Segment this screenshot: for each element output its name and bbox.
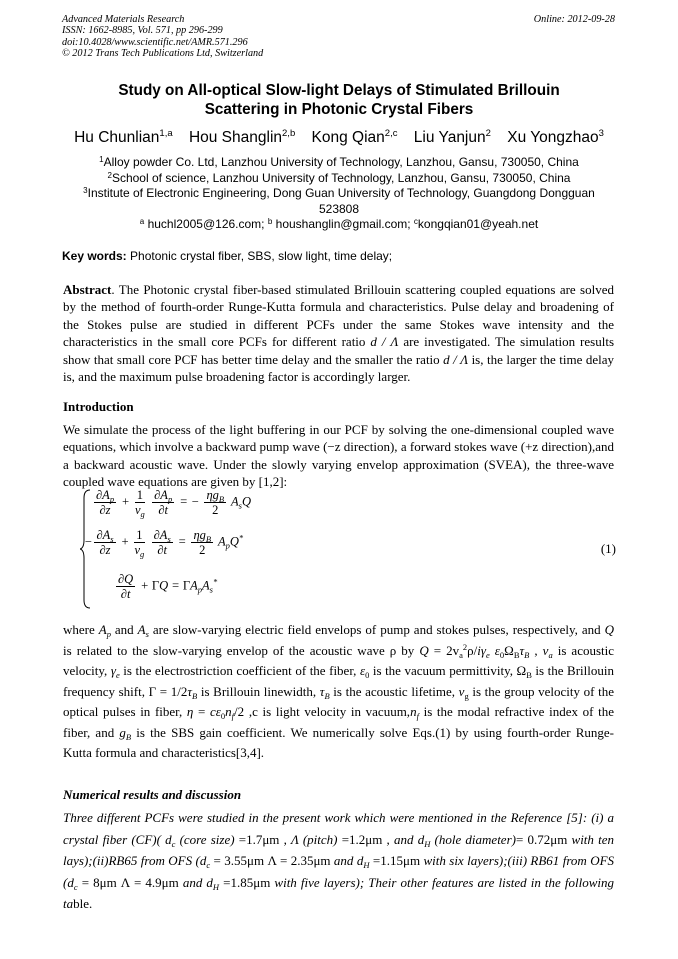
emails: $^a$ huchl2005@126.com; $^b$ houshanglin@gmail.com; $^c$kongqian01@yeah.net: [139, 217, 539, 231]
section-heading-numerical-results: Numerical results and discussion: [63, 787, 242, 802]
variable-definitions: where $A_p$ and $A_s$ are slow-varying electric field envelops of pump and stokes pulses, respectively, and Q is related to the slow-varying envelop of the acoustic wave ρ by $Q = 2v_a^2\rho/i\gamma_e$ $\varepsilon_0\Omega_B\tau_B$ , $v_a$ is acoustic velocity, $\gamma_e$ is the electrostriction coefficient of the fiber, $\varepsilon_0$ is the vacuum permittivity, $\Omega_B$ is the Brillouin frequency shift, $\Gamma = 1/2\tau_B$ is Brillouin linewidth, $\tau_B$ is the acoustic lifetime, $v_g$ is the group velocity of the optical pulses in fiber, $\eta = c\varepsilon_0n_f/2$ ,c is light velocity in $vacuum,n_f$ is the modal refractive index of the fiber, and $g_B$ is the SBS gain coefficient. We numerically solve Eqs.(1) by using fourth-order Runge-Kutta formula and characteristics[3,4].: [63, 622, 615, 760]
doi-line: doi:10.4028/www.scientific.net/AMR.571.296: [62, 36, 248, 48]
issn-line: ISSN: 1662-8985, Vol. 571, pp 296-299: [62, 25, 223, 37]
author: Hu Chunlian$^{1,a}$: [74, 128, 173, 146]
affiliation: $^3$Institute of Electronic Engineering, Dong Guan University of Technology, Guangdong Dongguan 523808: [83, 186, 595, 216]
keywords: [62, 249, 392, 263]
journal-name: Advanced Materials Research: [62, 14, 185, 25]
paper-title: [62, 81, 616, 119]
author: Hou Shanglin$^{2,b}$: [188, 128, 296, 146]
author: Kong Qian$^{2,c}$: [311, 128, 398, 146]
equation-line: − $\frac{\partial A_s}{\partial z}$ + $\frac{1}{v_g}$ $\frac{\partial A_s}{\partial t}$ = $\frac{\eta g_B}{2}$ $A_pQ^*$: [84, 528, 244, 559]
title-line-1: Study on All-optical Slow-light Delays of Stimulated Brillouin: [118, 82, 560, 99]
equation-number: (1): [600, 541, 616, 556]
email-link[interactable]: houshanglin@gmail.com;: [275, 217, 411, 231]
affiliation: $^1$Alloy powder Co. Ltd, Lanzhou University of Technology, Lanzhou, Gansu, 730050, China: [99, 155, 579, 169]
equation-1: [80, 488, 620, 610]
author: Xu Yongzhao$^3$: [507, 128, 604, 146]
equation-line: $\frac{\partial Q}{\partial t}$ + $\Gamma Q = \Gamma A_pA_s^*$: [118, 572, 218, 601]
author-list: [62, 127, 616, 149]
keywords-label: Key words:: [62, 249, 127, 263]
affiliation: $^2$School of science, Lanzhou University of Technology, Lanzhou, Gansu, 730050, China: [107, 170, 571, 185]
journal-header: [62, 14, 263, 59]
affiliations: [62, 155, 616, 233]
email-link[interactable]: huchl2005@126.com;: [147, 217, 265, 231]
introduction-text: We simulate the process of the light buffering in our PCF by solving the one-dimensional coupled wave equations, which involve a backward pump wave (−z direction), a forward stokes wave (+z direction),and a backward acoustic wave. Under the slowly varying envelop approximation (SVEA), the three-wave coupled wave equations are given by [1,2]:: [63, 422, 614, 490]
email-link[interactable]: kongqian01@yeah.net: [417, 217, 539, 231]
online-date: Online: 2012-09-28: [533, 14, 615, 25]
abstract: Abstract. The Photonic crystal fiber-based stimulated Brillouin scattering coupled equations are solved by the method of fourth-order Runge-Kutta formula and characteristics. Pulse delay and broadening of the Stokes pulse are studied in different PCFs under the same Stokes wave intensity and the characteristics in the small core PCFs for different ratio d / Λ are investigated. The simulation results show that small core PCF has better time delay and the smaller the ratio d / Λ is, the larger the time delay is, and the maximum pulse broadening factor is accordingly larger.: [63, 282, 615, 385]
numerical-results-text: Three different PCFs were studied in the present work which were mentioned in the Reference [5]: (i) a crystal fiber (CF)( $d_c$ (core size) =1.7μm , Λ (pitch) =1.2μm , and $d_H$ (hole diameter)= 0.72μm with ten lays);(ii)RB65 from OFS ($d_c = 3.55\mu m$ Λ = 2.35μm and $d_H =1.15\mu m$ with six layers);(iii) RB61 from OFS ($d_c = 8\mu m$ Λ = 4.9μm and $d_H =1.85\mu m$ with five layers); Their other features are listed in the following table.: [63, 810, 615, 911]
author: Liu Yanjun$^2$: [413, 128, 491, 146]
keywords-text: Photonic crystal fiber, SBS, slow light, time delay;: [130, 249, 393, 263]
abstract-label: Abstract: [63, 282, 112, 297]
section-heading-introduction: Introduction: [63, 399, 134, 414]
copyright-line: © 2012 Trans Tech Publications Ltd, Switzerland: [62, 47, 264, 59]
title-line-2: Scattering in Photonic Crystal Fibers: [204, 101, 474, 118]
equation-line: $\frac{\partial A_p}{\partial z}$ + $\frac{1}{v_g}$ $\frac{\partial A_p}{\partial t}$ = − $\frac{\eta g_B}{2}$ $A_sQ$: [96, 488, 251, 519]
